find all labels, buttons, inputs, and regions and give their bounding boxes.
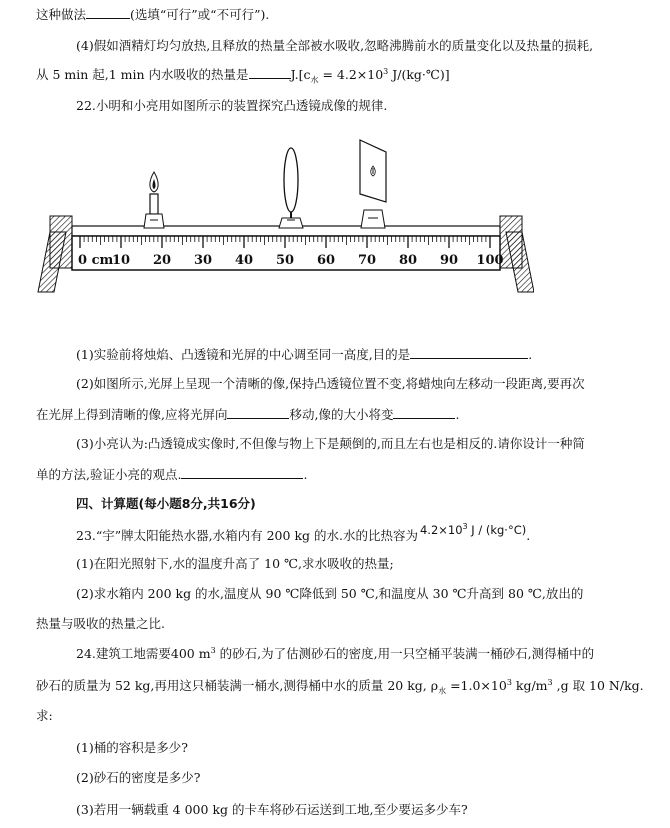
ruler-label: 10 [111,253,131,268]
ruler-label: 80 [398,253,418,268]
formula-sub: 水 [310,75,319,85]
q21-part4-line1: (4)假如酒精灯均匀放热,且释放的热量全部被水吸收,忽略沸腾前水的质量变化以及热量的损耗, [76,38,594,53]
ruler-label: 30 [193,253,213,268]
q23-part2-line2: 热量与吸收的热量之比. [36,616,165,631]
punct: . [526,528,531,543]
answer-blank[interactable] [86,6,130,19]
candle [144,172,164,228]
formula-sup: 3 [383,66,389,76]
ruler-label: 90 [439,253,459,268]
candle-holder [144,214,164,228]
answer-blank[interactable] [410,346,528,359]
answer-blank[interactable] [181,466,303,479]
q24-part3: (3)若用一辆载重 4 000 kg 的卡车将砂石运送到工地,至少要运多少车? [76,802,468,817]
q21-part3-line [36,6,269,23]
q22-title: 22.小明和小亮用如图所示的装置探究凸透镜成像的规律. [76,98,388,113]
ruler-label: 0 cm [78,253,114,268]
q22-part2-line1: (2)如图所示,光屏上呈现一个清晰的像,保持凸透镜位置不变,将蜡烛向左移动一段距离,要再次 [76,376,585,391]
q24-part1: (1)桶的容积是多少? [76,740,188,755]
rho-sub: 水 [438,686,447,696]
q24-line2-sup2: 3 [547,677,553,687]
q24-line2-sup: 3 [506,677,512,687]
q21-text: 这种做法 [36,7,87,22]
q22-part1-text: (1)实验前将烛焰、凸透镜和光屏的中心调至同一高度,目的是 [76,347,411,362]
q24-line2-a: 砂石的质量为 52 kg,再用这只桶装满一桶水,测得桶中水的质量 20 kg, ρ [36,678,439,693]
c-unit: J / (kg·°C) [467,523,527,537]
q24-line2-b: =1.0×10 [446,678,507,693]
answer-blank[interactable] [249,66,291,79]
q21-hint: (选填“可行”或“不可行”). [130,7,270,22]
c-value: 4.2×10 [419,523,463,537]
formula-eq: = 4.2×10 [318,67,384,82]
q24-sup: 3 [210,645,216,655]
q24-text-a: 24.建筑工地需要400 m [76,646,211,661]
section-heading: 四、计算题(每小题8分,共16分) [76,496,256,511]
q24-line2 [36,678,644,694]
ruler-label: 60 [316,253,336,268]
left-end-block [50,216,72,268]
answer-blank[interactable] [227,406,289,419]
ruler-label: 70 [357,253,377,268]
formula-c: J.[c [290,67,311,82]
q22-part3-text: 单的方法,验证小亮的观点. [36,467,182,482]
ruler-label: 50 [275,253,295,268]
c-sup: 3 [462,522,468,532]
q22-part1 [76,346,532,363]
q21-part4-text: 从 5 min 起,1 min 内水吸收的热量是 [36,67,249,82]
q22-part3-line1: (3)小亮认为:凸透镜成实像时,不但像与物上下是颠倒的,而且左右也是相反的.请你设计一种简 [76,436,585,451]
candle-body [150,194,158,214]
screen-holder [361,210,385,228]
lens-icon [284,148,298,212]
optical-bench-figure [36,132,534,310]
light-screen [360,140,386,228]
q23-intro [76,522,531,544]
q24-ask: 求: [36,708,53,723]
q23-part1: (1)在阳光照射下,水的温度升高了 10 ℃,求水吸收的热量; [76,556,394,571]
answer-blank[interactable] [393,406,455,419]
q24-line2-d: ,g 取 10 N/kg. [552,678,644,693]
q23-intro-text: 23.“宇”牌太阳能热水器,水箱内有 200 kg 的水.水的比热容为 [76,528,418,543]
q22-part2-line2 [36,406,459,423]
ruler-label: 100 [476,253,504,268]
punct: . [528,347,533,362]
punct: . [303,467,308,482]
specific-heat-formula [420,523,526,537]
q24-line2-c: kg/m [511,678,548,693]
q22-part2-text-a: 在光屏上得到清晰的像,应将光屏向 [36,407,228,422]
ruler-label: 20 [152,253,172,268]
q24-text-b: 的砂石,为了估测砂石的密度,用一只空桶平装满一桶砂石,测得桶中的 [215,646,595,661]
formula-unit: J/(kg·℃)] [388,67,450,82]
q23-part2-line1: (2)求水箱内 200 kg 的水,温度从 90 ℃降低到 50 ℃,和温度从 30 ℃升高到 80 ℃,放出的 [76,586,584,601]
convex-lens [279,148,303,228]
q22-part2-text-b: 移动,像的大小将变 [289,407,394,422]
q21-part4-line2 [36,66,450,83]
q22-part3-line2 [36,466,307,483]
q24-part2: (2)砂石的密度是多少? [76,770,201,785]
q24-line1 [76,646,594,662]
punct: . [455,407,460,422]
ruler-label: 40 [234,253,254,268]
